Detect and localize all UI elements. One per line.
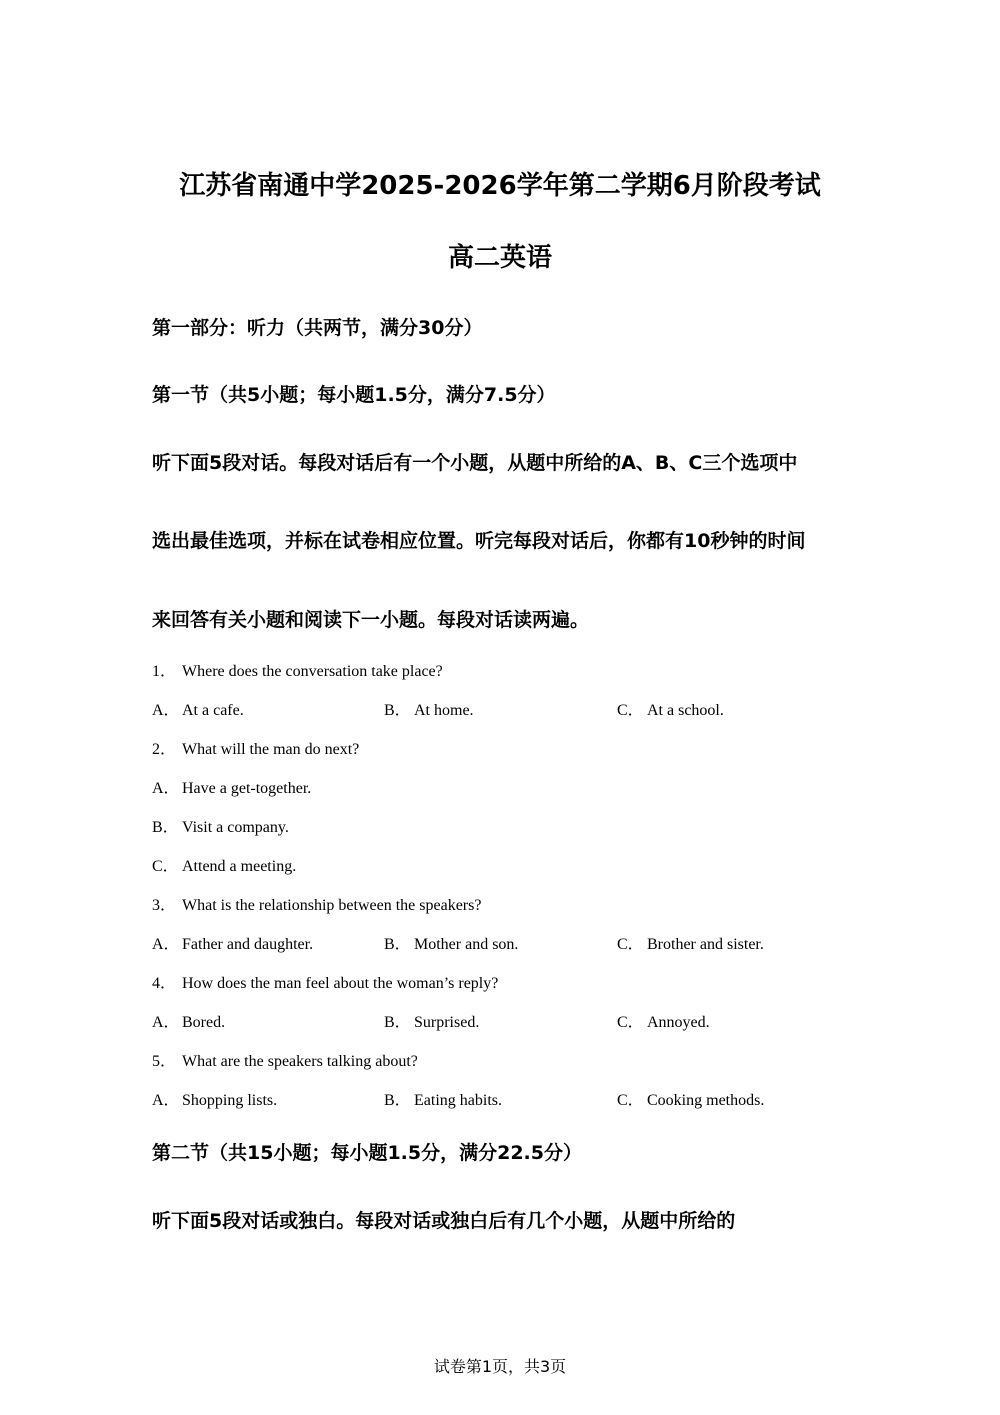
option-key: C． (617, 1092, 644, 1109)
question-1 (152, 661, 443, 683)
section1-instruction-line: 选出最佳选项，并标在试卷相应位置。听完每段对话后，你都有10秒钟的时间 (152, 530, 806, 552)
option-text: Have a get-together. (182, 780, 312, 797)
option-key: B． (384, 1014, 411, 1031)
question-2 (152, 739, 359, 761)
question-text: Where does the conversation take place? (182, 663, 443, 680)
question-text: What is the relationship between the speakers? (182, 897, 482, 914)
q5-option-c (617, 1090, 764, 1112)
q5-option-b (384, 1090, 502, 1112)
option-key: C． (617, 1014, 644, 1031)
q4-option-c (617, 1012, 710, 1034)
q3-option-b (384, 934, 518, 956)
section1-heading: 第一节（共5小题；每小题1.5分，满分7.5分） (152, 384, 556, 406)
q5-option-a (152, 1090, 277, 1112)
exam-title: 江苏省南通中学2025-2026学年第二学期6月阶段考试 (179, 171, 821, 201)
option-key: A． (152, 1014, 180, 1031)
section2-heading: 第二节（共15小题；每小题1.5分，满分22.5分） (152, 1142, 582, 1164)
option-key: C． (617, 936, 644, 953)
question-text: How does the man feel about the woman’s reply? (182, 975, 499, 992)
question-number: 5． (152, 1053, 177, 1070)
question-text: What are the speakers talking about? (182, 1053, 418, 1070)
option-text: Bored. (182, 1014, 226, 1031)
section1-instruction-line: 听下面5段对话。每段对话后有一个小题，从题中所给的A、B、C三个选项中 (152, 452, 798, 474)
section1-instruction-line: 来回答有关小题和阅读下一小题。每段对话读两遍。 (152, 609, 590, 631)
question-number: 1． (152, 663, 177, 680)
q1-option-c (617, 700, 724, 722)
q2-option-b (152, 817, 289, 839)
option-key: B． (384, 702, 411, 719)
option-text: Attend a meeting. (182, 858, 297, 875)
option-key: B． (152, 819, 179, 836)
q1-option-b (384, 700, 474, 722)
question-text: What will the man do next? (182, 741, 360, 758)
option-key: A． (152, 702, 180, 719)
option-text: Annoyed. (647, 1014, 710, 1031)
question-4 (152, 973, 498, 995)
option-text: Mother and son. (414, 936, 519, 953)
option-key: B． (384, 1092, 411, 1109)
option-key: C． (617, 702, 644, 719)
question-3 (152, 895, 481, 917)
option-key: C． (152, 858, 179, 875)
option-text: Cooking methods. (647, 1092, 765, 1109)
option-text: Surprised. (414, 1014, 480, 1031)
q4-option-b (384, 1012, 479, 1034)
option-text: Shopping lists. (182, 1092, 278, 1109)
option-key: A． (152, 936, 180, 953)
question-number: 2． (152, 741, 177, 758)
question-5 (152, 1051, 418, 1073)
option-text: Father and daughter. (182, 936, 314, 953)
question-number: 4． (152, 975, 177, 992)
option-key: A． (152, 780, 180, 797)
option-text: At a school. (647, 702, 724, 719)
q4-option-a (152, 1012, 225, 1034)
page-number-footer: 试卷第1页，共3页 (433, 1357, 567, 1376)
q2-option-a (152, 778, 311, 800)
option-text: At home. (414, 702, 474, 719)
option-key: B． (384, 936, 411, 953)
question-number: 3． (152, 897, 177, 914)
section2-instruction-line: 听下面5段对话或独白。每段对话或独白后有几个小题，从题中所给的 (152, 1210, 736, 1232)
q3-option-a (152, 934, 313, 956)
option-key: A． (152, 1092, 180, 1109)
q2-option-c (152, 856, 296, 878)
q1-option-a (152, 700, 244, 722)
q3-option-c (617, 934, 764, 956)
option-text: Eating habits. (414, 1092, 502, 1109)
option-text: At a cafe. (182, 702, 244, 719)
exam-subject: 高二英语 (447, 243, 552, 273)
option-text: Visit a company. (182, 819, 289, 836)
part1-heading: 第一部分：听力（共两节，满分30分） (152, 317, 483, 339)
option-text: Brother and sister. (647, 936, 764, 953)
